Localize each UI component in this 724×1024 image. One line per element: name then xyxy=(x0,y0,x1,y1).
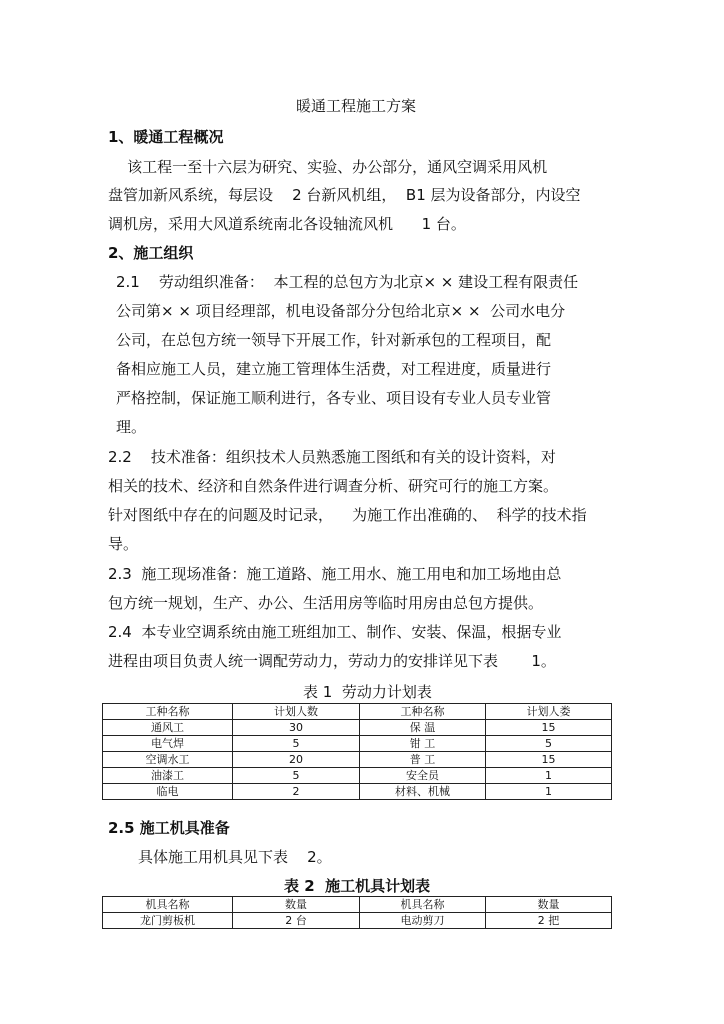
paragraph-line: 相关的技术、经济和自然条件进行调查分析、研究可行的施工方案。 xyxy=(108,477,559,495)
paragraph-line: 该工程一至十六层为研究、实验、办公部分，通风空调采用风机 xyxy=(108,158,548,176)
table-header-cell: 机具名称 xyxy=(360,897,486,913)
table-header-cell: 工种名称 xyxy=(360,704,486,720)
table-cell: 1 xyxy=(486,784,612,800)
table-cell: 15 xyxy=(486,720,612,736)
table-cell: 通风工 xyxy=(103,720,233,736)
paragraph-line: 备相应施工人员，建立施工管理体生活费，对工程进度，质量进行 xyxy=(116,360,552,378)
table-cell: 30 xyxy=(233,720,360,736)
paragraph-line: 公司，在总包方统一领导下开展工作，针对新承包的工程项目，配 xyxy=(116,331,552,349)
paragraph-line: 包方统一规划，生产、办公、生活用房等临时用房由总包方提供。 xyxy=(108,594,544,612)
table-cell: 龙门剪板机 xyxy=(103,913,233,929)
table-cell: 2 xyxy=(233,784,360,800)
table-row xyxy=(103,720,612,736)
table-2-caption: 表 2 施工机具计划表 xyxy=(284,877,431,895)
table-cell: 1 xyxy=(486,768,612,784)
table-cell: 空调水工 xyxy=(103,752,233,768)
table-header-cell: 机具名称 xyxy=(103,897,233,913)
table-cell: 油漆工 xyxy=(103,768,233,784)
table-cell: 临电 xyxy=(103,784,233,800)
table-cell: 5 xyxy=(233,768,360,784)
table-cell: 5 xyxy=(233,736,360,752)
table-1-caption: 表 1 劳动力计划表 xyxy=(303,683,432,701)
section-1-heading: 1、暖通工程概况 xyxy=(108,128,224,146)
paragraph-line: 2.4 本专业空调系统由施工班组加工、制作、安装、保温，根据专业 xyxy=(108,623,562,641)
table-cell: 电动剪刀 xyxy=(360,913,486,929)
table-header-row xyxy=(103,704,612,720)
table-row xyxy=(103,913,612,929)
paragraph-line: 公司第× × 项目经理部，机电设备部分分包给北京× × 公司水电分 xyxy=(116,302,566,320)
section-2-heading: 2、施工组织 xyxy=(108,244,194,262)
table-cell: 保 温 xyxy=(360,720,486,736)
table-header-row xyxy=(103,897,612,913)
paragraph-line: 盘管加新风系统，每层设 2 台新风机组， B1 层为设备部分，内设空 xyxy=(108,186,581,204)
paragraph-line: 2.3 施工现场准备：施工道路、施工用水、施工用电和加工场地由总 xyxy=(108,565,562,583)
paragraph-line: 严格控制，保证施工顺利进行，各专业、项目设有专业人员专业管 xyxy=(116,389,552,407)
table-cell: 安全员 xyxy=(360,768,486,784)
table-row xyxy=(103,752,612,768)
equipment-plan-table xyxy=(102,896,612,929)
labor-plan-table xyxy=(102,703,612,800)
table-cell: 材料、机械 xyxy=(360,784,486,800)
table-row xyxy=(103,784,612,800)
table-cell: 电气焊 xyxy=(103,736,233,752)
section-2-5-heading: 2.5 施工机具准备 xyxy=(108,819,230,837)
table-cell: 2 把 xyxy=(486,913,612,929)
table-row xyxy=(103,768,612,784)
table-cell: 钳 工 xyxy=(360,736,486,752)
table-header-cell: 数量 xyxy=(486,897,612,913)
table-header-cell: 工种名称 xyxy=(103,704,233,720)
table-header-cell: 计划人娄 xyxy=(486,704,612,720)
paragraph-line: 进程由项目负责人统一调配劳动力，劳动力的安排详见下表 1。 xyxy=(108,652,556,670)
paragraph-line: 2.2 技术准备：组织技术人员熟悉施工图纸和有关的设计资料，对 xyxy=(108,448,556,466)
table-cell: 2 台 xyxy=(233,913,360,929)
paragraph-line: 具体施工用机具见下表 2。 xyxy=(138,848,332,866)
paragraph-line: 针对图纸中存在的问题及时记录， 为施工作出准确的、 科学的技术指 xyxy=(108,506,587,524)
table-cell: 20 xyxy=(233,752,360,768)
paragraph-line: 导。 xyxy=(108,535,139,553)
table-cell: 15 xyxy=(486,752,612,768)
paragraph-line: 理。 xyxy=(116,418,147,436)
table-cell: 普 工 xyxy=(360,752,486,768)
table-row xyxy=(103,736,612,752)
paragraph-line: 调机房，采用大风道系统南北各设轴流风机 1 台。 xyxy=(108,215,466,233)
table-cell: 5 xyxy=(486,736,612,752)
document-title: 暖通工程施工方案 xyxy=(296,97,417,115)
table-header-cell: 数量 xyxy=(233,897,360,913)
paragraph-line: 2.1 劳动组织准备： 本工程的总包方为北京× × 建设工程有限责任 xyxy=(116,273,579,291)
table-header-cell: 计划人数 xyxy=(233,704,360,720)
